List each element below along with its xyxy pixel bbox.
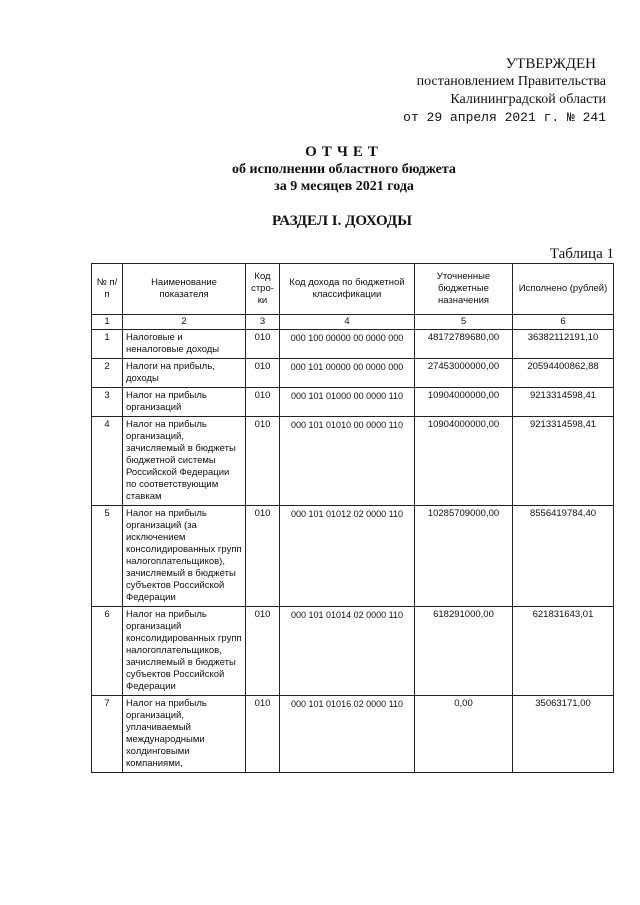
line-code: 010 bbox=[246, 359, 280, 388]
indicator-name: Налог на прибыль организаций (за исключением консолидированных групп налогоплательщиков), зачисляемый в бюджеты субъектов Российской Федерации bbox=[123, 506, 246, 607]
column-number: 4 bbox=[280, 315, 415, 330]
line-code: 010 bbox=[246, 607, 280, 696]
approval-date: от 29 апреля 2021 г. № 241 bbox=[403, 110, 606, 125]
report-title: ОТЧЕТ bbox=[305, 144, 383, 160]
budget-code: 000 101 01000 00 0000 110 bbox=[280, 388, 415, 417]
row-number: 3 bbox=[92, 388, 123, 417]
row-number: 4 bbox=[92, 417, 123, 506]
approval-line-2: Калининградской области bbox=[450, 92, 606, 107]
table-row bbox=[92, 506, 614, 607]
column-number: 5 bbox=[415, 315, 513, 330]
header-name: Наименование показателя bbox=[123, 264, 246, 315]
report-period: за 9 месяцев 2021 года bbox=[274, 179, 414, 194]
planned-amount: 10904000000,00 bbox=[415, 388, 513, 417]
line-code: 010 bbox=[246, 330, 280, 359]
indicator-name: Налоги на прибыль, доходы bbox=[123, 359, 246, 388]
table-row bbox=[92, 388, 614, 417]
planned-amount: 10904000000,00 bbox=[415, 417, 513, 506]
planned-amount: 0,00 bbox=[415, 696, 513, 773]
table-caption: Таблица 1 bbox=[549, 246, 614, 262]
column-number-row bbox=[92, 315, 614, 330]
executed-amount: 9213314598,41 bbox=[513, 388, 614, 417]
executed-amount: 35063171,00 bbox=[513, 696, 614, 773]
column-number: 1 bbox=[92, 315, 123, 330]
table-row bbox=[92, 330, 614, 359]
indicator-name: Налог на прибыль организаций bbox=[123, 388, 246, 417]
executed-amount: 621831643,01 bbox=[513, 607, 614, 696]
line-code: 010 bbox=[246, 388, 280, 417]
header-no: № п/п bbox=[92, 264, 123, 315]
executed-amount: 9213314598,41 bbox=[513, 417, 614, 506]
column-number: 6 bbox=[513, 315, 614, 330]
report-heading bbox=[0, 143, 640, 195]
header-planned: Уточненные бюджетные назначения bbox=[415, 264, 513, 315]
table-row bbox=[92, 417, 614, 506]
approval-title: УТВЕРЖДЕН bbox=[505, 56, 596, 72]
table-row bbox=[92, 607, 614, 696]
row-number: 2 bbox=[92, 359, 123, 388]
table-row bbox=[92, 359, 614, 388]
table-row bbox=[92, 696, 614, 773]
row-number: 7 bbox=[92, 696, 123, 773]
budget-code: 000 101 01014 02 0000 110 bbox=[280, 607, 415, 696]
budget-code: 000 101 00000 00 0000 000 bbox=[280, 359, 415, 388]
executed-amount: 20594400862,88 bbox=[513, 359, 614, 388]
header-code: Код дохода по бюджетной классификации bbox=[280, 264, 415, 315]
indicator-name: Налог на прибыль организаций консолидированных групп налогоплательщиков, зачисляемый в бюджеты субъектов Российской Федерации bbox=[123, 607, 246, 696]
budget-code: 000 101 01010 00 0000 110 bbox=[280, 417, 415, 506]
section-title: РАЗДЕЛ I. ДОХОДЫ bbox=[272, 213, 412, 229]
line-code: 010 bbox=[246, 696, 280, 773]
executed-amount: 36382112191,10 bbox=[513, 330, 614, 359]
indicator-name: Налог на прибыль организаций, уплачиваемый международными холдинговыми компаниями, bbox=[123, 696, 246, 773]
budget-code: 000 101 01012 02 0000 110 bbox=[280, 506, 415, 607]
row-number: 6 bbox=[92, 607, 123, 696]
budget-code: 000 100 00000 00 0000 000 bbox=[280, 330, 415, 359]
approval-block bbox=[306, 55, 606, 127]
planned-amount: 27453000000,00 bbox=[415, 359, 513, 388]
planned-amount: 10285709000,00 bbox=[415, 506, 513, 607]
column-number: 3 bbox=[246, 315, 280, 330]
budget-code: 000 101 01016 02 0000 110 bbox=[280, 696, 415, 773]
report-subtitle: об исполнении областного бюджета bbox=[232, 162, 456, 177]
indicator-name: Налоговые и неналоговые доходы bbox=[123, 330, 246, 359]
header-line: Код стро-ки bbox=[246, 264, 280, 315]
header-executed: Исполнено (рублей) bbox=[513, 264, 614, 315]
indicator-name: Налог на прибыль организаций, зачисляемый в бюджеты бюджетной системы Российской Федерации по соответствующим ставкам bbox=[123, 417, 246, 506]
planned-amount: 618291000,00 bbox=[415, 607, 513, 696]
row-number: 5 bbox=[92, 506, 123, 607]
approval-line-1: постановлением Правительства bbox=[416, 74, 606, 89]
table-header-row bbox=[92, 264, 614, 315]
line-code: 010 bbox=[246, 506, 280, 607]
row-number: 1 bbox=[92, 330, 123, 359]
line-code: 010 bbox=[246, 417, 280, 506]
executed-amount: 8556419784,40 bbox=[513, 506, 614, 607]
planned-amount: 48172789680,00 bbox=[415, 330, 513, 359]
column-number: 2 bbox=[123, 315, 246, 330]
income-table bbox=[91, 263, 614, 773]
